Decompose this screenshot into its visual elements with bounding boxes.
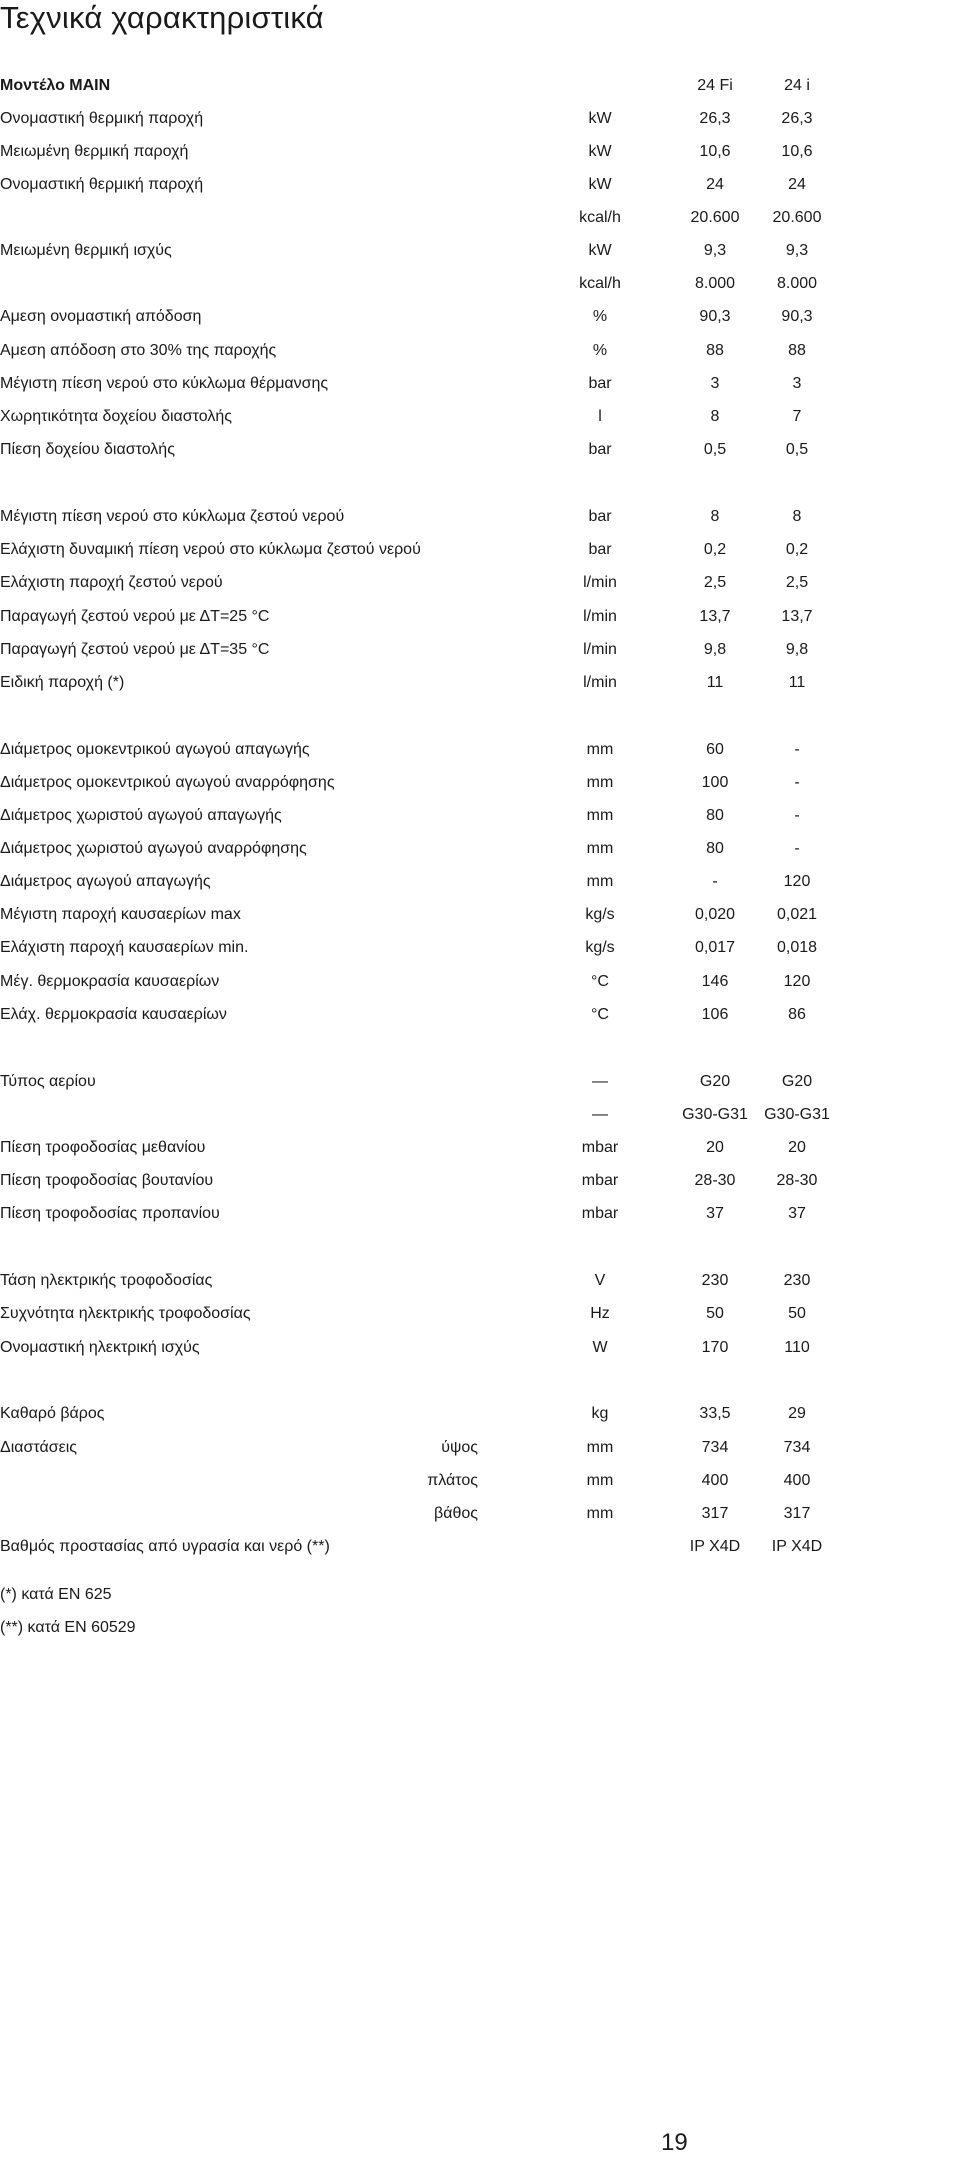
table-row — [0, 898, 960, 931]
table-row — [0, 201, 960, 234]
footnote-text: (**) κατά EN 60529 — [0, 1619, 136, 1636]
row-unit: °C — [591, 973, 609, 990]
row-label: Ειδική παροχή (*) — [0, 674, 125, 691]
value-24fi: 2,5 — [703, 574, 727, 591]
row-label: Διάμετρος ομοκεντρικού αγωγού αναρρόφησης — [0, 774, 335, 791]
value-24i: - — [794, 774, 800, 791]
value-24fi: 28-30 — [694, 1172, 736, 1189]
value-24fi: 33,5 — [699, 1405, 731, 1422]
value-24fi: 146 — [701, 973, 729, 990]
row-label: Διάμετρος αγωγού απαγωγής — [0, 873, 211, 890]
row-label: Ελάχιστη παροχή ζεστού νερού — [0, 574, 223, 591]
value-24fi: 9,3 — [703, 242, 727, 259]
row-label: Μέγιστη παροχή καυσαερίων max — [0, 906, 241, 923]
value-24i: 3 — [792, 375, 802, 392]
value-24fi: 400 — [701, 1472, 729, 1489]
value-24fi: 0,020 — [694, 906, 736, 923]
value-24i: G20 — [781, 1073, 813, 1090]
value-24i: 88 — [788, 342, 806, 359]
row-unit: mm — [586, 1472, 614, 1489]
row-label: Μειωμένη θερμική παροχή — [0, 143, 189, 160]
row-unit: — — [592, 1073, 608, 1090]
table-row — [0, 135, 960, 168]
row-unit: kW — [588, 143, 612, 160]
value-24fi: 80 — [706, 840, 724, 857]
value-24i: 120 — [783, 873, 811, 890]
table-row — [0, 1530, 960, 1563]
value-24fi: 3 — [710, 375, 720, 392]
row-unit: bar — [588, 375, 612, 392]
value-24i: 26,3 — [781, 110, 813, 127]
value-24i: 400 — [783, 1472, 811, 1489]
table-row — [0, 998, 960, 1031]
row-unit: Hz — [590, 1305, 610, 1322]
row-sublabel: βάθος — [434, 1505, 478, 1522]
row-label: Παραγωγή ζεστού νερού με ΔT=25 °C — [0, 608, 270, 625]
row-unit: bar — [588, 441, 612, 458]
value-24i: - — [794, 741, 800, 758]
value-24fi: - — [712, 873, 718, 890]
row-unit: °C — [591, 1006, 609, 1023]
table-row — [0, 1431, 960, 1464]
value-24i: 0,018 — [776, 939, 818, 956]
value-24i: 90,3 — [781, 308, 813, 325]
row-unit: mm — [586, 1505, 614, 1522]
table-row — [0, 1065, 960, 1098]
value-24fi: 8.000 — [694, 275, 736, 292]
row-label: Ονομαστική θερμική παροχή — [0, 110, 204, 127]
table-row — [0, 168, 960, 201]
value-24fi: G20 — [699, 1073, 731, 1090]
value-24i: 50 — [788, 1305, 806, 1322]
row-label: Πίεση τροφοδοσίας προπανίου — [0, 1205, 220, 1222]
value-24fi: 170 — [701, 1339, 729, 1356]
table-row — [0, 766, 960, 799]
value-24fi: IP X4D — [689, 1538, 741, 1555]
row-label: Ελάχιστη δυναμική πίεση νερού στο κύκλωμα ζεστού νερού — [0, 541, 421, 558]
value-24fi: 230 — [701, 1272, 729, 1289]
row-label: Καθαρό βάρος — [0, 1405, 105, 1422]
row-label: Ελάχ. θερμοκρασία καυσαερίων — [0, 1006, 227, 1023]
value-24i: 20.600 — [772, 209, 822, 226]
value-24i: 120 — [783, 973, 811, 990]
row-unit: kg — [591, 1405, 609, 1422]
row-label: Ελάχιστη παροχή καυσαερίων min. — [0, 939, 249, 956]
value-24i: 24 i — [784, 77, 810, 94]
value-24i: 8.000 — [776, 275, 818, 292]
value-24fi: 24 — [706, 176, 724, 193]
table-row — [0, 367, 960, 400]
row-unit: kcal/h — [579, 275, 621, 292]
row-unit: W — [592, 1339, 608, 1356]
value-24fi: 20 — [706, 1139, 724, 1156]
table-row — [0, 799, 960, 832]
table-row — [0, 102, 960, 135]
value-24i: 734 — [783, 1439, 811, 1456]
row-unit: kcal/h — [579, 209, 621, 226]
row-label: Διάμετρος χωριστού αγωγού αναρρόφησης — [0, 840, 307, 857]
value-24fi: 8 — [710, 408, 720, 425]
row-sublabel: ύψος — [441, 1439, 478, 1456]
value-24fi: 9,8 — [703, 641, 727, 658]
row-label: Χωρητικότητα δοχείου διαστολής — [0, 408, 232, 425]
page-number: 19 — [661, 2129, 688, 2156]
value-24fi: 90,3 — [699, 308, 731, 325]
row-label: Αμεση απόδοση στο 30% της παροχής — [0, 342, 277, 359]
table-row — [0, 965, 960, 998]
row-label: Μέγ. θερμοκρασία καυσαερίων — [0, 973, 220, 990]
table-row — [0, 1264, 960, 1297]
value-24fi: 80 — [706, 807, 724, 824]
table-row — [0, 1497, 960, 1530]
table-row — [0, 600, 960, 633]
value-24i: 0,2 — [785, 541, 809, 558]
table-row — [0, 865, 960, 898]
value-24fi: 0,017 — [694, 939, 736, 956]
row-unit: l/min — [583, 641, 617, 658]
value-24i: IP X4D — [771, 1538, 823, 1555]
value-24i: 20 — [788, 1139, 806, 1156]
row-label: Μέγιστη πίεση νερού στο κύκλωμα θέρμανσης — [0, 375, 329, 392]
value-24fi: 317 — [701, 1505, 729, 1522]
value-24i: 2,5 — [785, 574, 809, 591]
row-label: Ονομαστική θερμική παροχή — [0, 176, 204, 193]
row-label: Πίεση δοχείου διαστολής — [0, 441, 175, 458]
row-label: Πίεση τροφοδοσίας μεθανίου — [0, 1139, 206, 1156]
value-24i: G30-G31 — [764, 1106, 830, 1123]
table-row — [0, 1397, 960, 1430]
table-row — [0, 566, 960, 599]
value-24fi: 60 — [706, 741, 724, 758]
row-label: Μοντέλο MAIN — [0, 77, 111, 94]
table-row — [0, 1297, 960, 1330]
row-unit: — — [592, 1106, 608, 1123]
row-label: Μέγιστη πίεση νερού στο κύκλωμα ζεστού νερού — [0, 508, 345, 525]
row-label: Παραγωγή ζεστού νερού με ΔT=35 °C — [0, 641, 270, 658]
table-row — [0, 500, 960, 533]
value-24i: 24 — [788, 176, 806, 193]
table-row — [0, 633, 960, 666]
row-unit: l — [598, 408, 602, 425]
row-unit: V — [594, 1272, 606, 1289]
value-24fi: 10,6 — [699, 143, 731, 160]
value-24fi: 100 — [701, 774, 729, 791]
value-24i: 11 — [788, 674, 806, 691]
value-24i: - — [794, 807, 800, 824]
row-label: Πίεση τροφοδοσίας βουτανίου — [0, 1172, 214, 1189]
row-unit: bar — [588, 541, 612, 558]
footnote-1 — [0, 1578, 960, 1611]
row-unit: l/min — [583, 608, 617, 625]
value-24i: 9,3 — [785, 242, 809, 259]
value-24i: - — [794, 840, 800, 857]
page-title: Τεχνικά χαρακτηριστικά — [0, 0, 324, 35]
value-24fi: 37 — [706, 1205, 724, 1222]
row-label: Συχνότητα ηλεκτρικής τροφοδοσίας — [0, 1305, 251, 1322]
table-row — [0, 1131, 960, 1164]
table-row — [0, 334, 960, 367]
value-24fi: 0,5 — [703, 441, 727, 458]
value-24i: 10,6 — [781, 143, 813, 160]
value-24i: 9,8 — [785, 641, 809, 658]
row-label: Βαθμός προστασίας από υγρασία και νερό (**) — [0, 1538, 330, 1555]
value-24i: 0,5 — [785, 441, 809, 458]
table-header-row — [0, 69, 960, 102]
table-row — [0, 1164, 960, 1197]
row-unit: kW — [588, 242, 612, 259]
row-unit: kg/s — [585, 939, 615, 956]
table-row — [0, 400, 960, 433]
row-label: Διάμετρος χωριστού αγωγού απαγωγής — [0, 807, 282, 824]
footnote-text: (*) κατά EN 625 — [0, 1586, 112, 1603]
row-label: Αμεση ονομαστική απόδοση — [0, 308, 202, 325]
row-label: Ονομαστική ηλεκτρική ισχύς — [0, 1339, 200, 1356]
row-unit: l/min — [583, 674, 617, 691]
value-24i: 28-30 — [776, 1172, 818, 1189]
value-24i: 13,7 — [781, 608, 813, 625]
value-24fi: 88 — [706, 342, 724, 359]
value-24i: 0,021 — [776, 906, 818, 923]
value-24fi: 24 Fi — [697, 77, 733, 94]
table-row — [0, 267, 960, 300]
row-unit: % — [592, 342, 608, 359]
table-row — [0, 1197, 960, 1230]
row-unit: mm — [586, 741, 614, 758]
value-24i: 37 — [788, 1205, 806, 1222]
row-sublabel: πλάτος — [427, 1472, 478, 1489]
row-label: Τύπος αερίου — [0, 1073, 96, 1090]
table-row — [0, 1331, 960, 1364]
row-unit: mm — [586, 1439, 614, 1456]
row-label: Διάμετρος ομοκεντρικού αγωγού απαγωγής — [0, 741, 310, 758]
table-row — [0, 234, 960, 267]
value-24i: 317 — [783, 1505, 811, 1522]
row-unit: kg/s — [585, 906, 615, 923]
table-row — [0, 931, 960, 964]
row-label: Μειωμένη θερμική ισχύς — [0, 242, 172, 259]
row-unit: mm — [586, 873, 614, 890]
table-row — [0, 1464, 960, 1497]
value-24fi: 13,7 — [699, 608, 731, 625]
value-24i: 110 — [784, 1339, 810, 1356]
row-unit: mbar — [581, 1172, 619, 1189]
row-label: Τάση ηλεκτρικής τροφοδοσίας — [0, 1272, 213, 1289]
value-24fi: 26,3 — [699, 110, 731, 127]
table-row — [0, 1098, 960, 1131]
row-unit: kW — [588, 176, 612, 193]
row-unit: mm — [586, 807, 614, 824]
row-unit: mbar — [581, 1139, 619, 1156]
row-unit: l/min — [583, 574, 617, 591]
row-unit: % — [592, 308, 608, 325]
table-row — [0, 533, 960, 566]
row-label: Διαστάσεις — [0, 1439, 77, 1456]
value-24fi: G30-G31 — [682, 1106, 748, 1123]
value-24i: 29 — [788, 1405, 806, 1422]
value-24fi: 0,2 — [703, 541, 727, 558]
value-24fi: 106 — [701, 1006, 729, 1023]
value-24i: 86 — [788, 1006, 806, 1023]
table-row — [0, 300, 960, 333]
row-unit: kW — [588, 110, 612, 127]
value-24fi: 20.600 — [690, 209, 740, 226]
table-row — [0, 666, 960, 699]
table-row — [0, 733, 960, 766]
value-24i: 7 — [792, 408, 802, 425]
value-24fi: 11 — [706, 674, 724, 691]
row-unit: mbar — [581, 1205, 619, 1222]
value-24fi: 8 — [710, 508, 720, 525]
table-row — [0, 832, 960, 865]
table-row — [0, 433, 960, 466]
footnote-2 — [0, 1611, 960, 1644]
row-unit: bar — [588, 508, 612, 525]
row-unit: mm — [586, 840, 614, 857]
value-24i: 8 — [792, 508, 802, 525]
row-unit: mm — [586, 774, 614, 791]
value-24fi: 50 — [706, 1305, 724, 1322]
value-24i: 230 — [783, 1272, 811, 1289]
value-24fi: 734 — [701, 1439, 729, 1456]
